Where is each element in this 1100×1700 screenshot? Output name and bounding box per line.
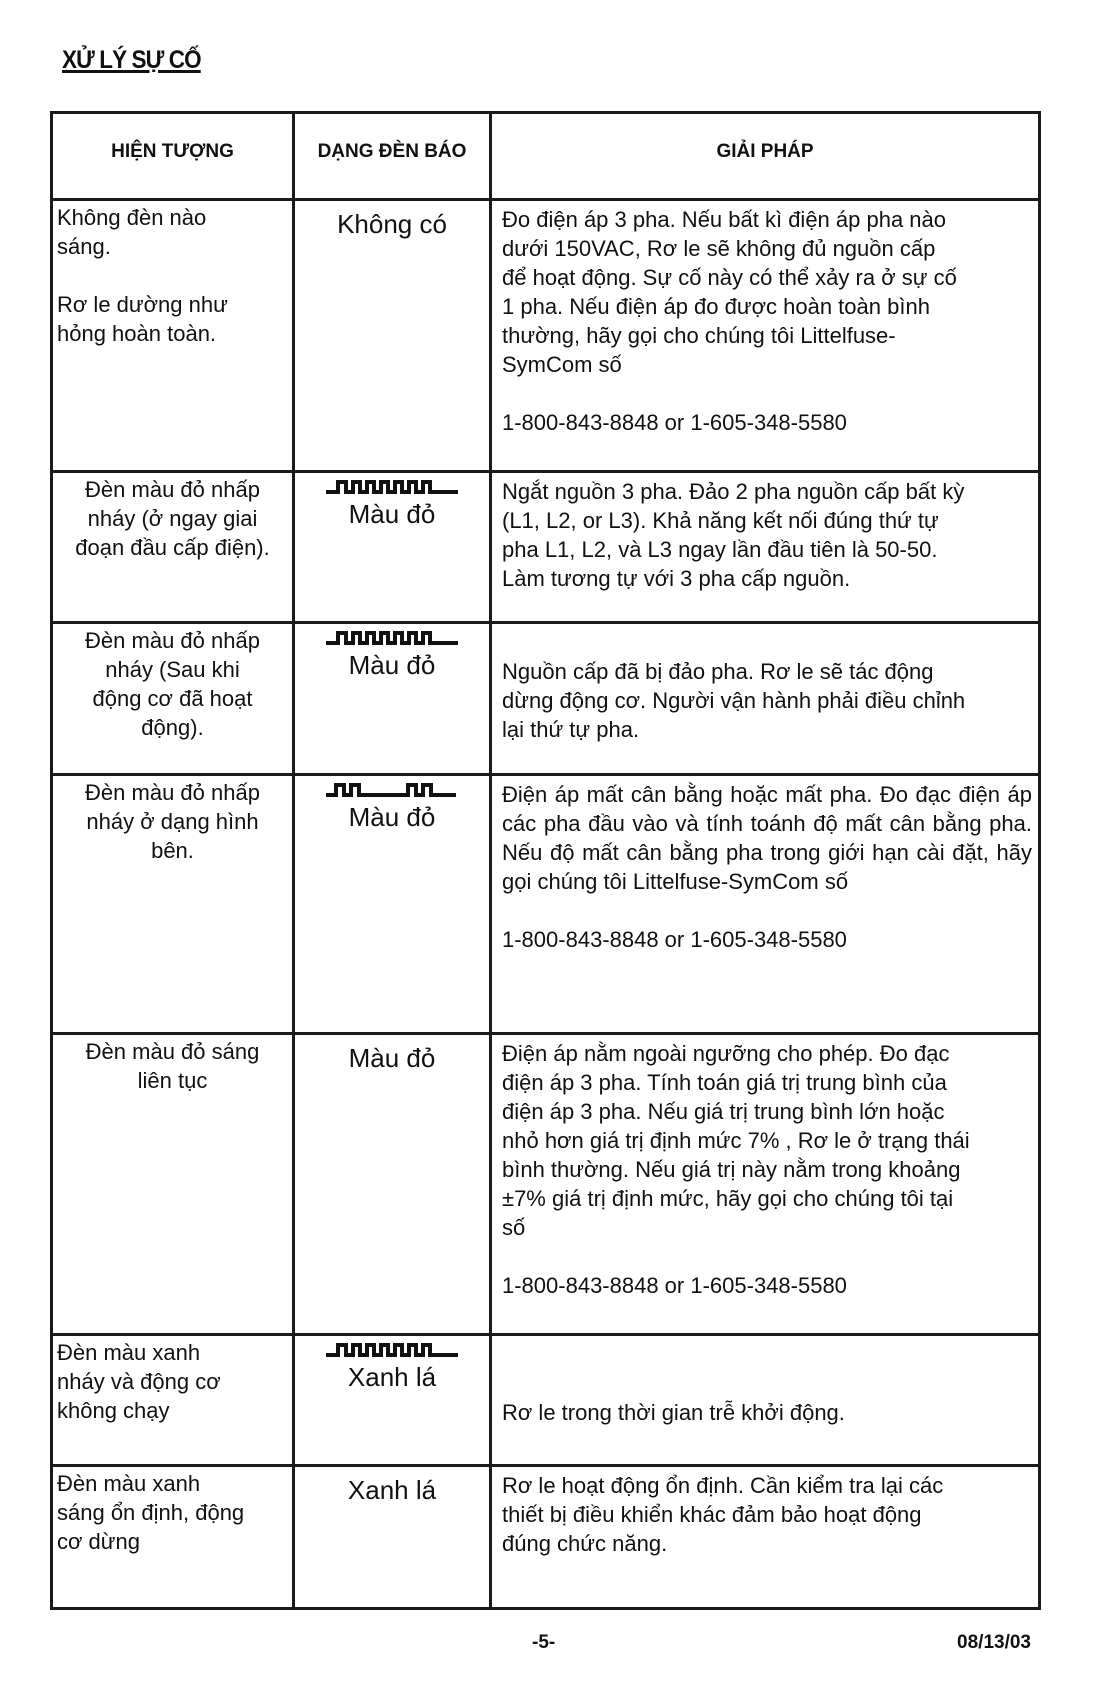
symptom-cell: Đèn màu đỏ nhấp nháy (Sau khi động cơ đã hoạt động). bbox=[52, 623, 294, 775]
symptom-cell: Đèn màu xanh sáng ổn định, động cơ dừng bbox=[52, 1466, 294, 1609]
indicator-cell bbox=[294, 200, 491, 472]
table-row bbox=[52, 1335, 1040, 1466]
header-symptom: HIỆN TƯỢNG bbox=[52, 113, 294, 200]
table-row bbox=[52, 1034, 1040, 1335]
indicator-color: Xanh lá bbox=[347, 1475, 437, 1505]
table-header-row bbox=[52, 113, 1040, 200]
solution-cell: Ngắt nguồn 3 pha. Đảo 2 pha nguồn cấp bất kỳ (L1, L2, or L3). Khả năng kết nối đúng thứ tự pha L1, L2, và L3 ngay lần đầu tiên là 50-50. Làm tương tự với 3 pha cấp nguồn. bbox=[491, 472, 1040, 623]
indicator-color: Màu đỏ bbox=[348, 650, 436, 680]
document-date: 08/13/03 bbox=[957, 1632, 1031, 1653]
indicator-cell bbox=[294, 472, 491, 623]
table-row bbox=[52, 200, 1040, 472]
symptom-cell: Không đèn nào sáng. Rơ le dường như hỏng hoàn toàn. bbox=[52, 200, 294, 472]
table-row bbox=[52, 623, 1040, 775]
table-row bbox=[52, 775, 1040, 1034]
page-number: -5- bbox=[532, 1632, 556, 1653]
indicator-cell bbox=[294, 1034, 491, 1335]
indicator-cell bbox=[294, 1335, 491, 1466]
header-indicator: DẠNG ĐÈN BÁO bbox=[294, 113, 491, 200]
indicator-color: Không có bbox=[337, 209, 447, 239]
indicator-color: Màu đỏ bbox=[348, 1043, 436, 1073]
flash-pattern-icon bbox=[324, 479, 460, 495]
solution-cell: Nguồn cấp đã bị đảo pha. Rơ le sẽ tác động dừng động cơ. Người vận hành phải điều chỉnh lại thứ tự pha. bbox=[491, 623, 1040, 775]
flash-pattern-icon bbox=[324, 782, 460, 798]
symptom-cell: Đèn màu đỏ sáng liên tục bbox=[52, 1034, 294, 1335]
troubleshooting-table bbox=[50, 111, 1041, 1610]
symptom-cell: Đèn màu xanh nháy và động cơ không chạy bbox=[52, 1335, 294, 1466]
table-row bbox=[52, 1466, 1040, 1609]
indicator-color: Màu đỏ bbox=[348, 499, 436, 529]
page-title: XỬ LÝ SỰ CỐ bbox=[62, 46, 201, 74]
symptom-cell: Đèn màu đỏ nhấp nháy (ở ngay giai đoạn đầu cấp điện). bbox=[52, 472, 294, 623]
table-row bbox=[52, 472, 1040, 623]
solution-cell: Rơ le trong thời gian trễ khởi động. bbox=[491, 1335, 1040, 1466]
indicator-cell bbox=[294, 623, 491, 775]
solution-cell: Điện áp mất cân bằng hoặc mất pha. Đo đạc điện áp các pha đầu vào và tính toánh độ mất cân bằng pha. Nếu độ mất cân bằng pha trong giới hạn cài đặt, hãy gọi chúng tôi Littelfuse-SymCom số 1-800-843-8848 or 1-605-348-5580 bbox=[491, 775, 1040, 1034]
indicator-color: Xanh lá bbox=[347, 1362, 437, 1392]
indicator-cell bbox=[294, 775, 491, 1034]
flash-pattern-icon bbox=[324, 1342, 460, 1358]
flash-pattern-icon bbox=[324, 630, 460, 646]
solution-cell: Điện áp nằm ngoài ngưỡng cho phép. Đo đạc điện áp 3 pha. Tính toán giá trị trung bình của điện áp 3 pha. Nếu giá trị trung bình lớn hoặc nhỏ hơn giá trị định mức 7% , Rơ le ở trạng thái bình thường. Nếu giá trị này nằm trong khoảng ±7% giá trị định mức, hãy gọi cho chúng tôi tại số 1-800-843-8848 or 1-605-348-5580 bbox=[491, 1034, 1040, 1335]
solution-cell: Đo điện áp 3 pha. Nếu bất kì điện áp pha nào dưới 150VAC, Rơ le sẽ không đủ nguồn cấp để hoạt động. Sự cố này có thể xảy ra ở sự cố 1 pha. Nếu điện áp đo được hoàn toàn bình thường, hãy gọi cho chúng tôi Littelfuse- SymCom số 1-800-843-8848 or 1-605-348-5580 bbox=[491, 200, 1040, 472]
indicator-color: Màu đỏ bbox=[348, 802, 436, 832]
header-solution: GIẢI PHÁP bbox=[491, 113, 1040, 200]
indicator-cell bbox=[294, 1466, 491, 1609]
symptom-cell: Đèn màu đỏ nhấp nháy ở dạng hình bên. bbox=[52, 775, 294, 1034]
solution-cell: Rơ le hoạt động ổn định. Cần kiểm tra lại các thiết bị điều khiển khác đảm bảo hoạt động đúng chức năng. bbox=[491, 1466, 1040, 1609]
